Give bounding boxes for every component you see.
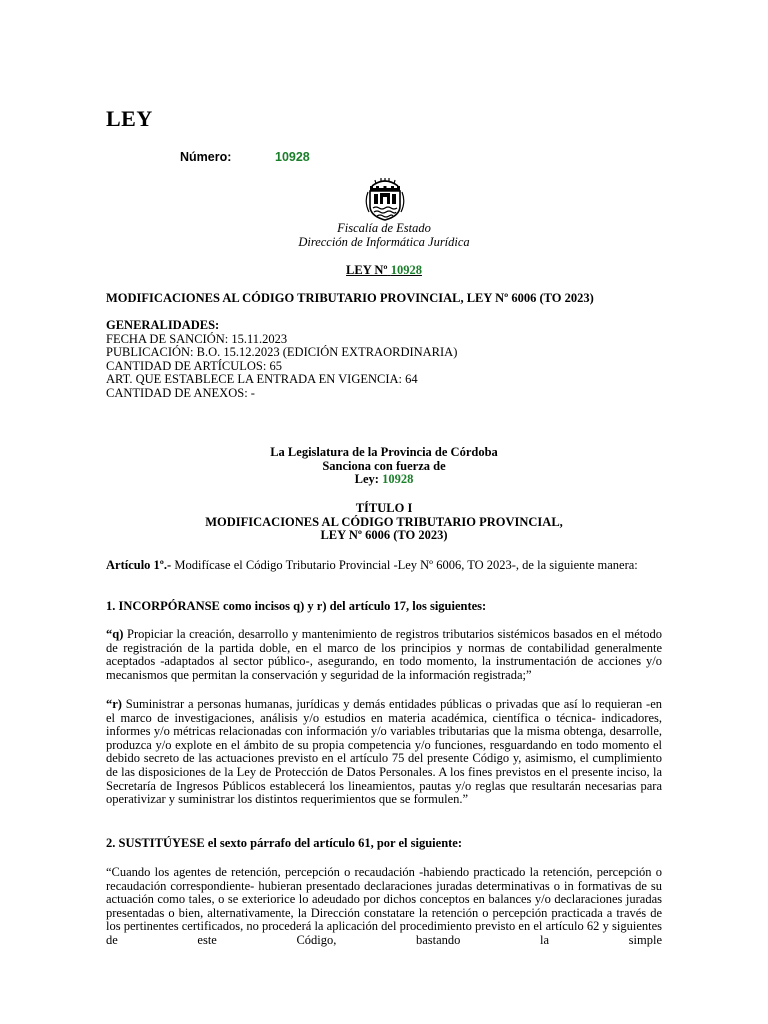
titulo-line3: LEY Nº 6006 (TO 2023) — [320, 528, 448, 543]
seal-caption-line2: Dirección de Informática Jurídica — [298, 235, 470, 249]
titulo-block — [0, 502, 768, 543]
legislatura-line2: Sanciona con fuerza de — [322, 458, 446, 473]
generalidades-line: CANTIDAD DE ANEXOS: - — [106, 385, 255, 400]
generalidades-line: FECHA DE SANCIÓN: 15.11.2023 — [106, 331, 288, 346]
ley-number-prefix: LEY Nº — [346, 263, 388, 277]
articulo-1 — [106, 559, 662, 573]
generalidades-line: ART. QUE ESTABLECE LA ENTRADA EN VIGENCIA: 64 — [106, 372, 418, 387]
inciso-q-text: Propiciar la creación, desarrollo y mantenimiento de registros tributarios sistémicos basados en el método de registración de la partida doble, en el marco de los principios y normas de contabilidad generalmente aceptados -adaptados al sector público-, asegurando, en todo momento, la instrumentación de acciones y/o mecanismos que permitan la conservación y seguridad de la información registrada;” — [106, 627, 662, 682]
main-title: MODIFICACIONES AL CÓDIGO TRIBUTARIO PROVINCIAL, LEY Nº 6006 (TO 2023) — [106, 291, 594, 305]
generalidades-heading: GENERALIDADES: — [106, 318, 220, 332]
seal-caption-line1: Fiscalía de Estado — [337, 221, 431, 235]
legislatura-line1: La Legislatura de la Provincia de Córdoba — [270, 445, 498, 459]
generalidades-line: PUBLICACIÓN: B.O. 15.12.2023 (EDICIÓN EXTRAORDINARIA) — [106, 345, 458, 360]
titulo-line2: MODIFICACIONES AL CÓDIGO TRIBUTARIO PROVINCIAL, — [205, 514, 563, 529]
generalidades-line: CANTIDAD DE ARTÍCULOS: 65 — [106, 358, 282, 373]
legislatura-ley-prefix: Ley: — [354, 472, 379, 487]
section-1-heading: 1. INCORPÓRANSE como incisos q) y r) del artículo 17, los siguientes: — [106, 599, 487, 613]
legislatura-block — [0, 446, 768, 487]
section-2-heading: 2. SUSTITÚYESE el sexto párrafo del artículo 61, por el siguiente: — [106, 836, 463, 850]
section-2-text: “Cuando los agentes de retención, percepción o recaudación -habiendo practicado la retención, percepción o recaudación correspondiente- hubieran presentado declaraciones juradas determinativas o in formativas de su actuación como tales, o se exteriorice lo adeudado por dichos conceptos en balances y/o declaraciones juradas presentadas o bien, alternativamente, la Dirección constatare la retención o percepción practicada a través de los pertinentes certificados, no procederá la aplicación del procedimiento previsto en el artículo 62 y siguientes de este Código, bastando la simple — [106, 865, 662, 947]
articulo-1-text: Modifícase el Código Tributario Provincial -Ley Nº 6006, TO 2023-, de la siguiente manera: — [171, 558, 638, 572]
inciso-r-label: “r) — [106, 697, 122, 711]
inciso-r-text: Suministrar a personas humanas, jurídicas y demás entidades públicas o privadas que así lo requieran -en el marco de investigaciones, análisis y/o estudios en materia académica, científica o técnica- indicadores, informes y/o métricas relacionadas con información y/o variables tributarias que la misma obtenga, desarrolle, produzca y/o explote en el ámbito de su propia competencia y/o funciones, resguardando en todo momento el debido secreto de las actuaciones previsto en el artículo 75 del presente Código y, asimismo, el cumplimiento de las disposiciones de la Ley de Protección de Datos Personales. A los fines previstos en el presente inciso, la Secretaría de Ingresos Públicos establecerá los lineamientos, pautas y/o reglas que resultarán necesarias para operativizar y suministrar los distintos requerimientos que se formulen.” — [106, 697, 662, 807]
provincial-coat-of-arms-seal-icon — [364, 178, 406, 222]
legislatura-ley-number: 10928 — [382, 472, 414, 487]
numero-label: Número: — [180, 150, 232, 164]
ley-heading: LEY — [106, 106, 153, 131]
numero-row — [180, 150, 310, 164]
titulo-line1: TÍTULO I — [355, 501, 413, 515]
inciso-r — [106, 698, 662, 807]
legislatura-line3 — [0, 473, 768, 487]
numero-value: 10928 — [275, 150, 310, 164]
generalidades — [106, 319, 662, 401]
ley-number-title — [0, 263, 768, 277]
articulo-1-label: Artículo 1º.- — [106, 558, 172, 572]
inciso-q — [106, 628, 662, 682]
inciso-q-label: “q) — [106, 627, 124, 641]
ley-number-value: 10928 — [390, 263, 422, 277]
